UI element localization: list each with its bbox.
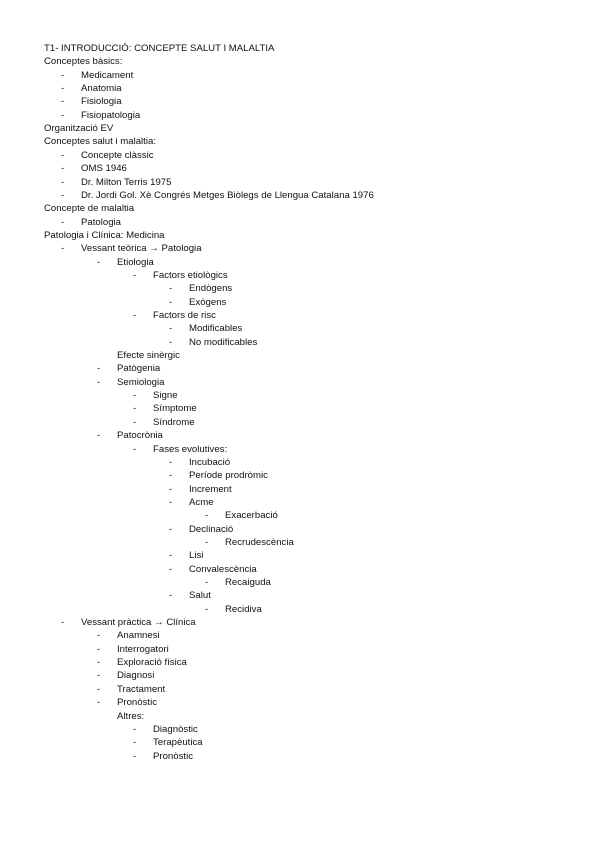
line-text: Patologia i Clínica: Medicina bbox=[44, 229, 165, 241]
list-item bbox=[0, 282, 600, 295]
list-item bbox=[0, 443, 600, 456]
bullet-dash-icon: - bbox=[133, 390, 137, 402]
line-text: Conceptes salut i malaltia: bbox=[44, 136, 156, 148]
list-item bbox=[0, 176, 600, 189]
list-item bbox=[0, 576, 600, 589]
list-item bbox=[0, 376, 600, 389]
line-text: Concepte clàssic bbox=[81, 149, 154, 161]
bullet-dash-icon: - bbox=[97, 376, 101, 388]
list-item bbox=[0, 269, 600, 282]
list-item bbox=[0, 483, 600, 496]
bullet-dash-icon: - bbox=[169, 296, 173, 308]
bullet-dash-icon: - bbox=[61, 69, 65, 81]
line-text: Recrudescència bbox=[225, 537, 294, 548]
bullet-dash-icon: - bbox=[169, 523, 173, 535]
bullet-dash-icon: - bbox=[169, 483, 173, 495]
line-text: OMS 1946 bbox=[81, 163, 127, 175]
line-text: Efecte sinèrgic bbox=[117, 350, 180, 362]
line-text: Modificables bbox=[189, 323, 243, 335]
line-text: No modificables bbox=[189, 336, 258, 348]
line-text: Terapèutica bbox=[153, 737, 203, 749]
bullet-dash-icon: - bbox=[61, 96, 65, 108]
bullet-dash-icon: - bbox=[133, 723, 137, 735]
line-text: Interrogatori bbox=[117, 643, 169, 655]
list-item bbox=[0, 496, 600, 509]
line-text: Patògenia bbox=[117, 363, 161, 375]
bullet-dash-icon: - bbox=[133, 737, 137, 749]
bullet-dash-icon: - bbox=[133, 403, 137, 415]
line-text: Pronòstic bbox=[117, 697, 157, 709]
line-text: Exploració física bbox=[117, 657, 187, 669]
list-item bbox=[0, 109, 600, 122]
list-item bbox=[0, 256, 600, 269]
list-item bbox=[0, 669, 600, 682]
list-item bbox=[0, 509, 600, 522]
bullet-dash-icon: - bbox=[97, 697, 101, 709]
line-text: Fisiopatologia bbox=[81, 109, 141, 121]
list-item bbox=[0, 469, 600, 482]
list-item bbox=[0, 750, 600, 763]
bullet-dash-icon: - bbox=[133, 443, 137, 455]
bullet-dash-icon: - bbox=[61, 243, 65, 255]
line-text: Exacerbació bbox=[225, 510, 278, 522]
section-heading bbox=[0, 202, 600, 215]
bullet-dash-icon: - bbox=[169, 563, 173, 575]
bullet-dash-icon: - bbox=[169, 456, 173, 468]
list-item bbox=[0, 362, 600, 375]
bullet-dash-icon: - bbox=[97, 256, 101, 268]
line-text: Patologia bbox=[81, 216, 122, 228]
bullet-dash-icon: - bbox=[61, 149, 65, 161]
bullet-dash-icon: - bbox=[169, 323, 173, 335]
bullet-dash-icon: - bbox=[169, 590, 173, 602]
list-item bbox=[0, 683, 600, 696]
line-text: Organització EV bbox=[44, 123, 114, 135]
line-text: Dr. Jordi Gol. Xè Congrés Metges Biòlegs de Llengua Catalana 1976 bbox=[81, 189, 374, 201]
bullet-dash-icon: - bbox=[97, 643, 101, 655]
line-text: Increment bbox=[189, 483, 232, 495]
list-item bbox=[0, 296, 600, 309]
list-item bbox=[0, 603, 600, 616]
bullet-dash-icon: - bbox=[169, 470, 173, 482]
list-item bbox=[0, 523, 600, 536]
list-item bbox=[0, 736, 600, 749]
line-text: Anatomia bbox=[81, 83, 122, 94]
line-text: Recidiva bbox=[225, 603, 262, 615]
bullet-dash-icon: - bbox=[97, 670, 101, 682]
line-text: Tractament bbox=[117, 683, 166, 695]
bullet-dash-icon: - bbox=[61, 109, 65, 121]
bullet-dash-icon: - bbox=[169, 336, 173, 348]
list-item bbox=[0, 696, 600, 709]
line-text: Vessant teòrica → Patologia bbox=[81, 243, 202, 255]
list-item bbox=[0, 162, 600, 175]
list-item bbox=[0, 95, 600, 108]
bullet-dash-icon: - bbox=[205, 603, 209, 615]
section-heading bbox=[0, 135, 600, 148]
line-text: Altres: bbox=[117, 710, 145, 722]
bullet-dash-icon: - bbox=[61, 163, 65, 175]
list-item bbox=[0, 429, 600, 442]
line-text: Incubació bbox=[189, 456, 231, 468]
document-title bbox=[0, 42, 600, 55]
line-text: Acme bbox=[189, 496, 214, 508]
line-text: Exògens bbox=[189, 296, 227, 308]
list-item bbox=[0, 216, 600, 229]
list-item bbox=[0, 536, 600, 549]
line-text: Dr. Milton Terris 1975 bbox=[81, 176, 172, 188]
list-item bbox=[0, 723, 600, 736]
list-item bbox=[0, 456, 600, 469]
list-item bbox=[0, 589, 600, 602]
line-text: Salut bbox=[189, 590, 211, 602]
line-text: Convalescència bbox=[189, 563, 257, 575]
list-item bbox=[0, 389, 600, 402]
bullet-dash-icon: - bbox=[61, 176, 65, 188]
line-text: Diagnòstic bbox=[153, 723, 198, 735]
bullet-dash-icon: - bbox=[133, 269, 137, 281]
bullet-dash-icon: - bbox=[97, 657, 101, 669]
bullet-dash-icon: - bbox=[169, 283, 173, 295]
bullet-dash-icon: - bbox=[61, 189, 65, 201]
line-text: T1- INTRODUCCIÓ: CONCEPTE SALUT I MALALTIA bbox=[44, 43, 275, 54]
list-item bbox=[0, 309, 600, 322]
bullet-dash-icon: - bbox=[133, 750, 137, 762]
line-text: Recaiguda bbox=[225, 577, 271, 588]
list-item bbox=[0, 349, 600, 362]
list-item bbox=[0, 69, 600, 82]
list-item bbox=[0, 710, 600, 723]
list-item bbox=[0, 82, 600, 95]
list-item bbox=[0, 563, 600, 576]
line-text: Període prodròmic bbox=[189, 470, 268, 482]
line-text: Concepte de malaltia bbox=[44, 203, 135, 215]
line-text: Signe bbox=[153, 390, 178, 402]
line-text: Etiologia bbox=[117, 256, 154, 268]
section-heading bbox=[0, 55, 600, 68]
bullet-dash-icon: - bbox=[97, 683, 101, 695]
list-item bbox=[0, 149, 600, 162]
bullet-dash-icon: - bbox=[61, 83, 65, 94]
bullet-dash-icon: - bbox=[169, 550, 173, 562]
list-item bbox=[0, 322, 600, 335]
bullet-dash-icon: - bbox=[61, 617, 65, 628]
line-text: Vessant pràctica → Clínica bbox=[81, 617, 196, 628]
list-item bbox=[0, 416, 600, 429]
list-item bbox=[0, 336, 600, 349]
list-item bbox=[0, 549, 600, 562]
line-text: Medicament bbox=[81, 69, 134, 81]
bullet-dash-icon: - bbox=[169, 496, 173, 508]
bullet-dash-icon: - bbox=[61, 216, 65, 228]
line-text: Conceptes bàsics: bbox=[44, 56, 123, 68]
bullet-dash-icon: - bbox=[133, 310, 137, 321]
line-text: Semiologia bbox=[117, 376, 165, 388]
line-text: Diagnosi bbox=[117, 670, 155, 682]
list-item bbox=[0, 189, 600, 202]
line-text: Anamnesi bbox=[117, 630, 160, 642]
line-text: Declinació bbox=[189, 523, 234, 535]
line-text: Síndrome bbox=[153, 416, 195, 428]
section-heading bbox=[0, 229, 600, 242]
line-text: Lisi bbox=[189, 550, 204, 562]
bullet-dash-icon: - bbox=[205, 510, 209, 522]
line-text: Fases evolutives: bbox=[153, 443, 228, 455]
line-text: Factors etiològics bbox=[153, 269, 228, 281]
line-text: Factors de risc bbox=[153, 310, 216, 321]
bullet-dash-icon: - bbox=[97, 630, 101, 642]
section-heading bbox=[0, 122, 600, 135]
bullet-dash-icon: - bbox=[133, 416, 137, 428]
line-text: Pronòstic bbox=[153, 750, 193, 762]
list-item bbox=[0, 629, 600, 642]
bullet-dash-icon: - bbox=[97, 430, 101, 442]
bullet-dash-icon: - bbox=[205, 537, 209, 548]
line-text: Patocrònia bbox=[117, 430, 163, 442]
line-text: Fisiologia bbox=[81, 96, 122, 108]
list-item bbox=[0, 402, 600, 415]
list-item bbox=[0, 242, 600, 255]
line-text: Endògens bbox=[189, 283, 233, 295]
list-item bbox=[0, 616, 600, 629]
list-item bbox=[0, 643, 600, 656]
line-text: Símptome bbox=[153, 403, 197, 415]
list-item bbox=[0, 656, 600, 669]
bullet-dash-icon: - bbox=[205, 577, 209, 588]
bullet-dash-icon: - bbox=[97, 363, 101, 375]
